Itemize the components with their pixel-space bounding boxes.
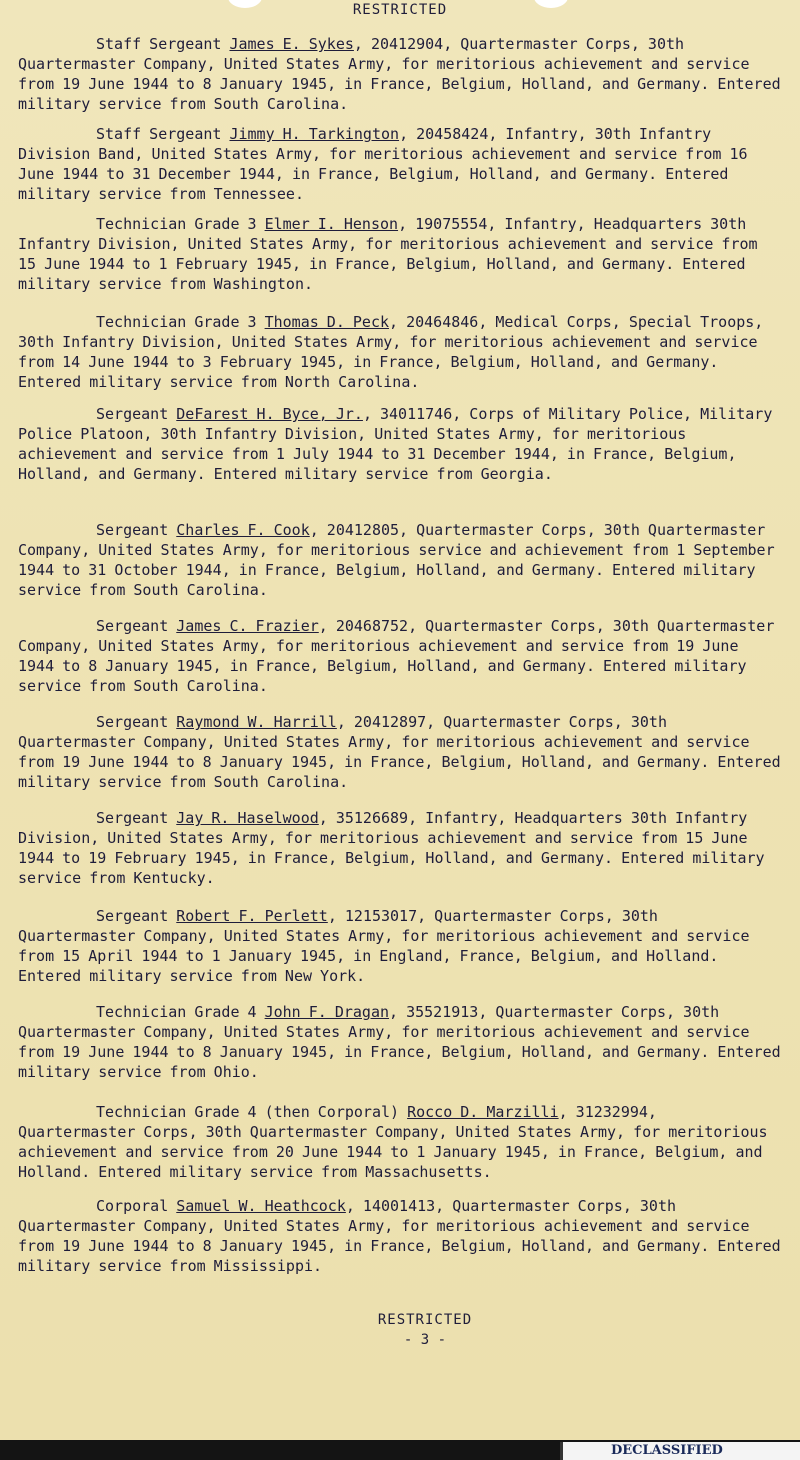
citation-entry bbox=[18, 808, 782, 888]
entry-text: , 20412805, Quartermaster Corps, 30th Quartermaster Company, United States Army, for meritorious service and achievement from 1 September 1944 to 31 October 1944, in France, Belgium, Holland, and Germany. Entered military service from South Carolina. bbox=[18, 521, 775, 599]
citation-entry bbox=[18, 712, 782, 792]
footer-classification: RESTRICTED bbox=[377, 1312, 473, 1328]
entry-rank: Sergeant bbox=[96, 713, 169, 731]
entry-rank: Technician Grade 3 bbox=[96, 313, 257, 331]
entry-rank: Staff Sergeant bbox=[96, 35, 222, 53]
entry-rank: Sergeant bbox=[96, 907, 169, 925]
entry-rank: Technician Grade 4 (then Corporal) bbox=[96, 1103, 400, 1121]
entry-name: John F. Dragan bbox=[264, 1003, 390, 1021]
entry-text: , 34011746, Corps of Military Police, Military Police Platoon, 30th Infantry Division, United States Army, for meritorious achievement and service from 1 July 1944 to 31 December 1944, in France, Belgium, Holland, and Germany. Entered military service from Georgia. bbox=[18, 405, 773, 483]
entry-rank: Technician Grade 3 bbox=[96, 215, 257, 233]
entry-text: , 12153017, Quartermaster Corps, 30th Quartermaster Company, United States Army, for meritorious achievement and service from 15 April 1944 to 1 January 1945, in England, France, Belgium, and Holland. Entered military service from New York. bbox=[18, 907, 750, 985]
page-number: - 3 - bbox=[403, 1332, 447, 1348]
entry-name: Raymond W. Harrill bbox=[176, 713, 337, 731]
entry-text: , 14001413, Quartermaster Corps, 30th Quartermaster Company, United States Army, for meritorious achievement and service from 19 June 1944 to 8 January 1945, in France, Belgium, Holland, and Germany. Entered military service from Mississippi. bbox=[18, 1197, 781, 1275]
entry-rank: Sergeant bbox=[96, 809, 169, 827]
entry-name: Samuel W. Heathcock bbox=[176, 1197, 346, 1215]
citation-entry bbox=[18, 1196, 782, 1276]
citation-entry bbox=[18, 1102, 782, 1182]
entry-name: Jimmy H. Tarkington bbox=[229, 125, 400, 143]
entry-text: , 31232994, Quartermaster Corps, 30th Quartermaster Company, United States Army, for meritorious achievement and service from 20 June 1944 to 1 January 1945, in France, Belgium, and Holland. Entered military service from Massachusetts. bbox=[18, 1103, 768, 1181]
entry-name: Charles F. Cook bbox=[176, 521, 310, 539]
citation-entry bbox=[18, 616, 782, 696]
entry-name: James C. Frazier bbox=[176, 617, 319, 635]
entry-name: Rocco D. Marzilli bbox=[407, 1103, 559, 1121]
citation-entry bbox=[18, 124, 782, 204]
entry-text: , 20412904, Quartermaster Corps, 30th Quartermaster Company, United States Army, for meritorious achievement and service from 19 June 1944 to 8 January 1945, in France, Belgium, Holland, and Germany. Entered military service from South Carolina. bbox=[18, 35, 781, 113]
entry-text: , 20468752, Quartermaster Corps, 30th Quartermaster Company, United States Army, for meritorious achievement and service from 19 June 1944 to 8 January 1945, in France, Belgium, Holland, and Germany. Entered military service from South Carolina. bbox=[18, 617, 775, 695]
entry-rank: Technician Grade 4 bbox=[96, 1003, 257, 1021]
entry-name: Jay R. Haselwood bbox=[176, 809, 319, 827]
declassified-stamp: DECLASSIFIED bbox=[560, 1442, 800, 1460]
citation-entry bbox=[18, 520, 782, 600]
entry-rank: Sergeant bbox=[96, 617, 169, 635]
entry-rank: Staff Sergeant bbox=[96, 125, 222, 143]
entry-name: DeFarest H. Byce, Jr. bbox=[176, 405, 363, 423]
header-classification: RESTRICTED bbox=[352, 2, 448, 18]
citation-entry bbox=[18, 214, 782, 294]
citation-entry bbox=[18, 906, 782, 986]
entry-text: , 35126689, Infantry, Headquarters 30th Infantry Division, United States Army, for meritorious achievement and service from 15 June 1944 to 19 February 1945, in France, Belgium, Holland, and Germany. Entered military service from Kentucky. bbox=[18, 809, 765, 887]
entry-name: Thomas D. Peck bbox=[264, 313, 390, 331]
citation-entry bbox=[18, 312, 782, 392]
entry-rank: Corporal bbox=[96, 1197, 169, 1215]
entry-text: , 20412897, Quartermaster Corps, 30th Quartermaster Company, United States Army, for meritorious achievement and service from 19 June 1944 to 8 January 1945, in France, Belgium, Holland, and Germany. Entered military service from South Carolina. bbox=[18, 713, 781, 791]
citation-entry bbox=[18, 404, 782, 484]
entry-text: , 20464846, Medical Corps, Special Troops, 30th Infantry Division, United States Army, for meritorious achievement and service from 14 June 1944 to 3 February 1945, in France, Belgium, Holland, and Germany. Entered military service from North Carolina. bbox=[18, 313, 764, 391]
entry-text: , 35521913, Quartermaster Corps, 30th Quartermaster Company, United States Army, for meritorious achievement and service from 19 June 1944 to 8 January 1945, in France, Belgium, Holland, and Germany. Entered military service from Ohio. bbox=[18, 1003, 781, 1081]
citation-entry bbox=[18, 1002, 782, 1082]
citation-entry bbox=[18, 34, 782, 114]
entry-text: , 19075554, Infantry, Headquarters 30th Infantry Division, United States Army, for meritorious achievement and service from 15 June 1944 to 1 February 1945, in France, Belgium, Holland, and Germany. Entered military service from Washington. bbox=[18, 215, 758, 293]
entry-name: James E. Sykes bbox=[229, 35, 354, 53]
entry-text: , 20458424, Infantry, 30th Infantry Division Band, United States Army, for meritorious achievement and service from 16 June 1944 to 31 December 1944, in France, Belgium, Holland, and Germany. Entered military service from Tennessee. bbox=[18, 125, 748, 203]
entry-rank: Sergeant bbox=[96, 405, 169, 423]
entry-rank: Sergeant bbox=[96, 521, 169, 539]
entry-name: Robert F. Perlett bbox=[176, 907, 328, 925]
entry-name: Elmer I. Henson bbox=[264, 215, 399, 233]
